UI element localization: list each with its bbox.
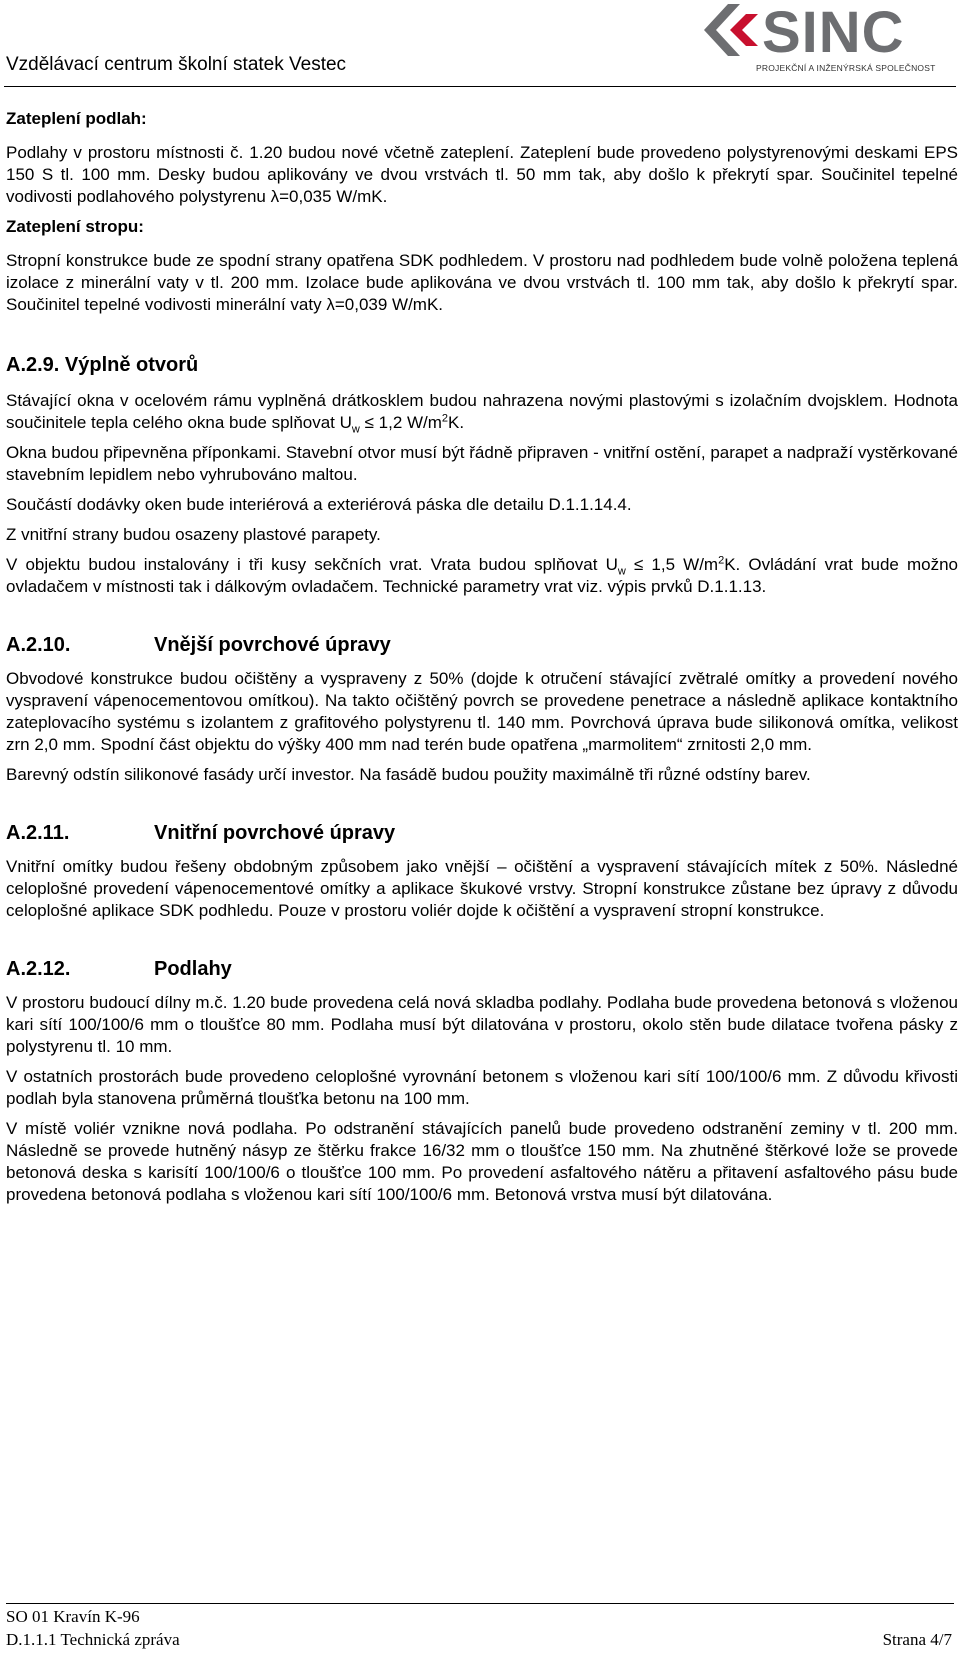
- a29-p5-text: V objektu budou instalovány i tři kusy sekčních vrat. Vrata budou splňovat U: [6, 555, 618, 574]
- a29-paragraph-5: [6, 554, 958, 598]
- floor-insulation-heading: Zateplení podlah:: [6, 109, 147, 128]
- section-a212-heading: [6, 956, 958, 982]
- ceiling-insulation-paragraph: Stropní konstrukce bude ze spodní strany opatřena SDK podhledem. V prostoru nad podhledem bude volně položena teplená izolace z minerální vaty v tl. 200 mm. Izolace bude aplikována ve dvou vrstvách tl. 100 mm tak, aby došlo k překrytí spar. Součinitel tepelné vodivosti minerální vaty λ=0,039 W/mK.: [6, 251, 958, 314]
- section-a210-number: A.2.10.: [6, 634, 71, 656]
- a29-p5-sub: w: [617, 565, 626, 578]
- logo-wordmark: SINC: [762, 0, 905, 65]
- footer-page-number: Strana 4/7: [882, 1630, 952, 1649]
- a29-paragraph-4: Z vnitřní strany budou osazeny plastové parapety.: [6, 525, 381, 544]
- a212-paragraph-3: V místě voliér vznikne nová podlaha. Po odstranění stávajících panelů bude provedeno odstranění zeminy v tl. 200 mm. Následně se provede hutněný násyp ze štěrku frakce 16/32 mm o tloušťce 150 mm. Na zhutněné štěrkové lože se provede betonová deska s karisítí 100/100/6 o tloušťce 100 mm. Po provedení asfaltového nátěru a přitavení asfaltového pásu bude provedena betonová podlaha s vloženou kari sítí 100/100/6 mm. Betonová vrstva musí být dilatována.: [6, 1119, 958, 1204]
- a29-p1-text: Stávající okna v ocelovém rámu vyplněná drátkosklem budou nahrazena novými plastovými s izolačním dvojsklem. Hodnota součinitele tepla celého okna bude splňovat U: [6, 391, 958, 432]
- a29-p5-rest: K. Ovládání vrat bude možno ovladačem v místnosti tak i dálkovým ovladačem. Technické parametry vrat viz. výpis prvků D.1.1.13.: [6, 555, 958, 596]
- section-a210-title: Vnější povrchové úpravy: [154, 634, 391, 656]
- a29-paragraph-3: Součástí dodávky oken bude interiérová a exteriérová páska dle detailu D.1.1.14.4.: [6, 495, 632, 514]
- a212-paragraph-1: V prostoru budoucí dílny m.č. 1.20 bude provedena celá nová skladba podlahy. Podlaha bude provedena betonová s vloženou kari sítí 100/100/6 mm o tloušťce 80 mm. Podlaha musí být dilatována v prostoru, okolo stěn bude dilatace tvořena pásky z polystyrenu tl. 10 mm.: [6, 993, 958, 1056]
- a29-p1-unit: K.: [448, 413, 465, 432]
- a210-paragraph-2: Barevný odstín silikonové fasády určí investor. Na fasádě budou použity maximálně tři různé odstíny barev.: [6, 765, 811, 784]
- a210-paragraph-1: Obvodové konstrukce budou očištěny a vyspraveny z 50% (dojde k otručení stávající zvětralé omítky a provedení nového vyspravení vápenocementovou omítkou). Na takto očištěný povrch se provedene penetrace a následně aplikace kontaktního zateplovacího systému s izolantem z grafitového polystyrenu tl. 140 mm. Povrchová úprava bude silikonová omítka, velikost zrn 2,0 mm. Spodní část objektu do výšky 400 mm nad terén bude opatřena „marmolitem“ zrnitosti 2,0 mm.: [6, 669, 958, 754]
- footer-divider: [6, 1603, 954, 1604]
- a212-paragraph-2: V ostatních prostorách bude provedeno celoplošné vyrovnání betonem s vloženou kari sítí 100/100/6 mm. Z důvodu křivosti podlah byla stanovena průměrná tloušťka betonu na 100 mm.: [6, 1067, 958, 1108]
- section-a211-number: A.2.11.: [6, 822, 70, 844]
- logo-tagline: PROJEKČNÍ A INŽENÝRSKÁ SPOLEČNOST: [756, 63, 936, 73]
- a29-paragraph-2: Okna budou připevněna příponkami. Stavební otvor musí být řádně připraven - vnitřní ostění, parapet a nadpraží vystěrkované stavebním lepidlem nebo vyhrubováno maltou.: [6, 443, 958, 484]
- floor-insulation-paragraph: Podlahy v prostoru místnosti č. 1.20 budou nové včetně zateplení. Zateplení bude provedeno polystyrenovými deskami EPS 150 S tl. 100 mm. Desky budou aplikovány ve dvou vrstvách tl. 50 mm tak, aby došlo k překrytí spar. Součinitel tepelné vodivosti podlahového polystyrenu λ=0,035 W/mK.: [6, 143, 958, 206]
- section-a210-heading: [6, 632, 958, 658]
- a29-p1-sub: w: [351, 423, 360, 436]
- section-a29-title: A.2.9. Výplně otvorů: [6, 354, 199, 376]
- a29-p1-value: ≤ 1,2 W/m: [359, 413, 442, 432]
- a29-p5-sup: 2: [718, 554, 725, 567]
- a29-paragraph-1: [6, 390, 958, 434]
- section-a211-title: Vnitřní povrchové úpravy: [154, 822, 396, 844]
- logo-chevron-red: [730, 14, 758, 46]
- a29-p1-sup: 2: [441, 412, 449, 425]
- a29-p5-value: ≤ 1,5 W/m: [625, 555, 719, 574]
- section-a29-heading: [6, 352, 958, 378]
- a211-paragraph-1: Vnitřní omítky budou řešeny obdobným způsobem jako vnější – očištění a vyspravení stávajících mítek z 50%. Následné celoplošné provedení vápenocementové omítky a aplikace škukové vrstvy. Stropní konstrukce zůstane bez úpravy z důvodu celoplošné aplikace SDK podhledu. Pouze v prostoru voliér dojde k očištění a vyspravení stropní konstrukce.: [6, 857, 958, 920]
- footer-project: SO 01 Kravín K-96: [6, 1607, 140, 1626]
- header-divider: [4, 86, 956, 87]
- section-a212-title: Podlahy: [154, 958, 232, 980]
- footer-document: D.1.1.1 Technická zpráva: [6, 1630, 180, 1649]
- ceiling-insulation-heading: Zateplení stropu:: [6, 217, 144, 236]
- section-a212-number: A.2.12.: [6, 958, 71, 980]
- document-header-title: Vzdělávací centrum školní statek Vestec: [6, 54, 347, 75]
- section-a211-heading: [6, 820, 958, 846]
- document-body: [6, 108, 958, 1206]
